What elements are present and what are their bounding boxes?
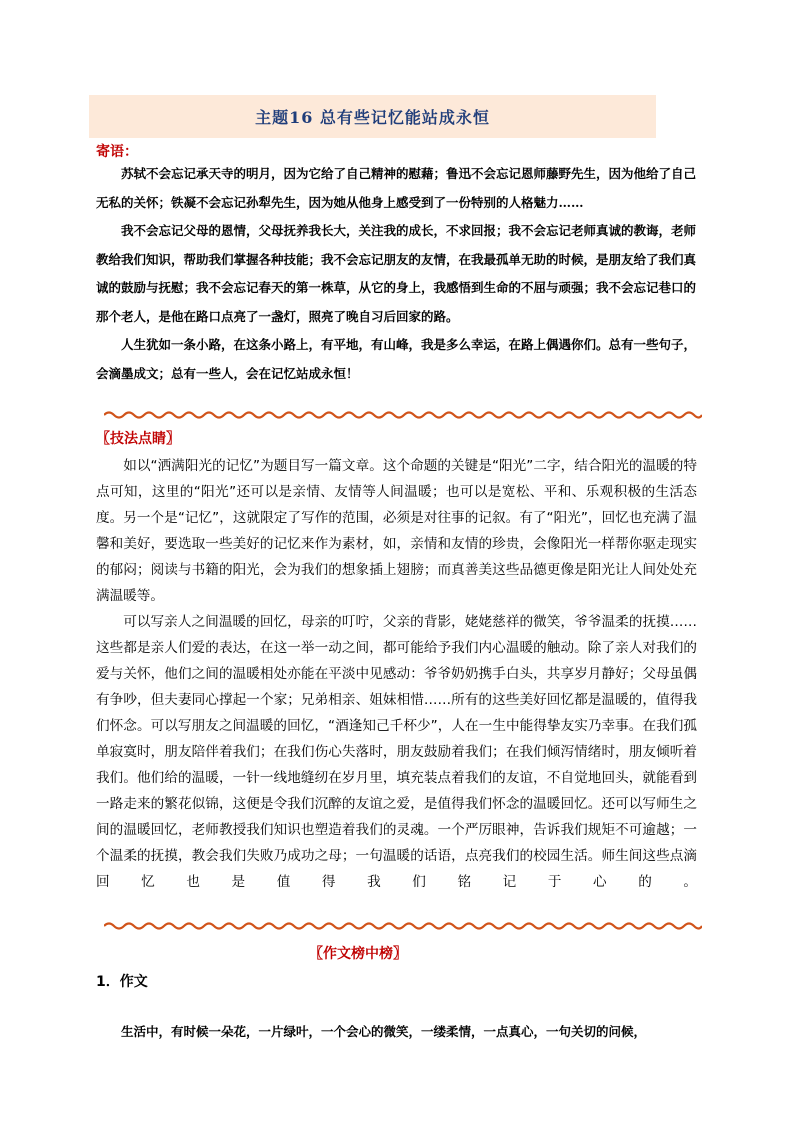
technique-paragraph: 如以“洒满阳光的记忆”为题目写一篇文章。这个命题的关键是“阳光”二字，结合阳光的温暖的特点可知，这里的“阳光”还可以是亲情、友情等人间温暖；也可以是宽松、平和、乐观积极的生活态度。另一个是“记忆”，这就限定了写作的范围，必须是对往事的记叙。有了“阳光”，回忆也充满了温馨和美好，要选取一些美好的记忆来作为素材，如，亲情和友情的珍贵，会像阳光一样帮你驱走现实的郁闷；阅读与书籍的阳光，会为我们的想象插上翅膀；而真善美这些品德更像是阳光让人间处处充满温暖等。 bbox=[96, 458, 697, 604]
wavy-divider bbox=[104, 410, 702, 420]
technique-section bbox=[96, 453, 697, 895]
intro-section bbox=[96, 160, 696, 388]
item-heading: 1．作文 bbox=[96, 974, 148, 990]
intro-paragraph: 苏轼不会忘记承天寺的明月，因为它给了自己精神的慰藉；鲁迅不会忘记恩师藤野先生，因为他给了自己无私的关怀；铁凝不会忘记孙犁先生，因为她从他身上感受到了一份特别的人格魅力…… bbox=[96, 166, 697, 210]
title-band bbox=[89, 95, 656, 138]
section-heading: 〖作文榜中榜〗 bbox=[309, 946, 407, 962]
intro-paragraph: 我不会忘记父母的恩情，父母抚养我长大，关注我的成长，不求回报；我不会忘记老师真诚的教诲，老师教给我们知识，帮助我们掌握各种技能；我不会忘记朋友的友情，在我最孤单无助的时候，是朋友给了我们真诚的鼓励与抚慰；我不会忘记春天的第一株草，从它的身上，我感悟到生命的不屈与顽强；我不会忘记巷口的那个老人，是他在路口点亮了一盏灯，照亮了晚自习后回家的路。 bbox=[96, 223, 697, 324]
wavy-divider bbox=[104, 921, 702, 931]
intro-paragraph: 人生犹如一条小路，在这条小路上，有平地，有山峰，我是多么幸运，在路上偶遇你们。总有一些句子，会滴墨成文；总有一些人，会在记忆站成永恒！ bbox=[96, 337, 697, 381]
page-title: 主题16 总有些记忆能站成永恒 bbox=[255, 108, 490, 127]
technique-paragraph: 可以写亲人之间温暖的回忆，母亲的叮咛，父亲的背影，姥姥慈祥的微笑，爷爷温柔的抚摸……这些都是亲人们爱的表达，在这一举一动之间，都可能给予我们内心温暖的触动。除了亲人对我们的爱与关怀，他们之间的温暖相处亦能在平淡中见感动：爷爷奶奶携手白头，共享岁月静好；父母虽偶有争吵，但夫妻同心撑起一个家；兄弟相亲、姐妹相惜……所有的这些美好回忆都是温暖的，值得我们怀念。可以写朋友之间温暖的回忆，“酒逢知己千杯少”，人在一生中能得挚友实乃幸事。在我们孤单寂寞时，朋友陪伴着我们；在我们伤心失落时，朋友鼓励着我们；在我们倾泻情绪时，朋友倾听着我们。他们给的温暖，一针一线地缝纫在岁月里，填充装点着我们的友谊，不自觉地回头，就能看到一路走来的繁花似锦，这便是令我们沉醉的友谊之爱，是值得我们怀念的温暖回忆。还可以写师生之间的温暖回忆，老师教授我们知识也塑造着我们的灵魂。一个严厉眼神，告诉我们规矩不可逾越；一个温柔的抚摸，教会我们失败乃成功之母；一句温暖的话语，点亮我们的校园生活。师生间这些点滴回忆也是值得我们铭记于心的。 bbox=[96, 614, 697, 890]
jiyu-label: 寄语： bbox=[96, 144, 138, 160]
technique-label: 〖技法点睛〗 bbox=[96, 431, 180, 447]
essay-first-line: 生活中，有时候一朵花，一片绿叶，一个会心的微笑，一缕柔情，一点真心，一句关切的问候， bbox=[121, 1024, 647, 1039]
